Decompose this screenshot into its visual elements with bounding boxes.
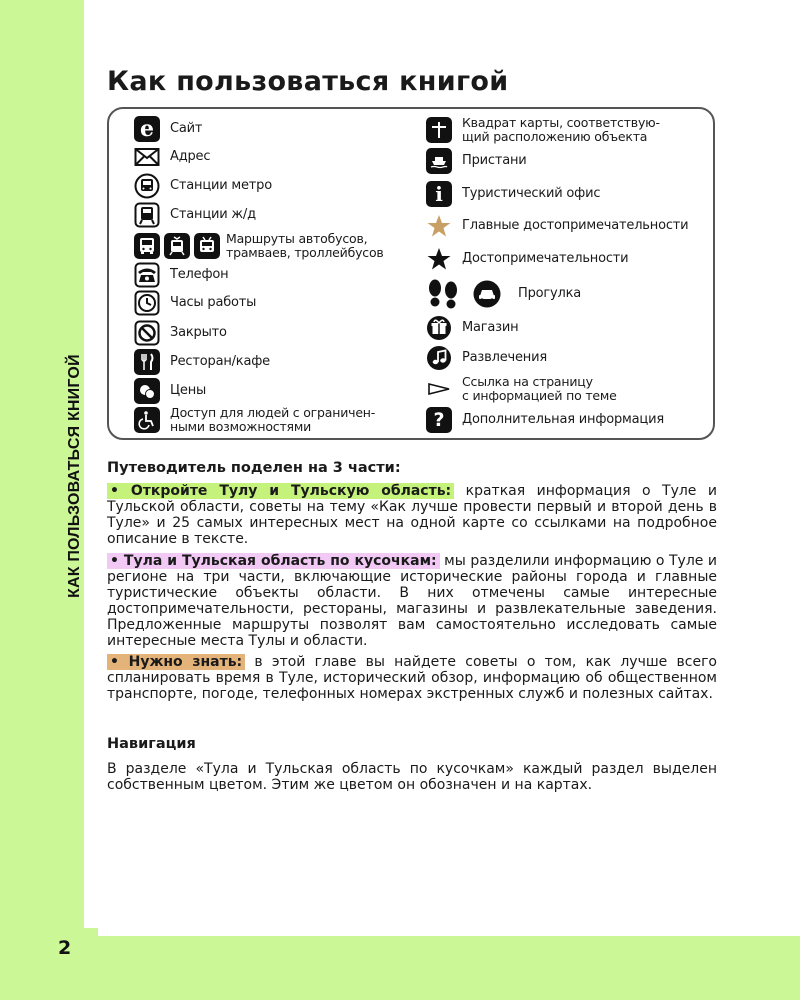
legend-label-transport-line1: Маршруты автобусов, bbox=[226, 231, 368, 246]
navigation-text: В разделе «Тула и Тульская область по кусочкам» каждый раздел выделен собственным цветом. Этим же цветом он обозначен и на картах. bbox=[107, 761, 717, 793]
navigation-heading: Навигация bbox=[107, 736, 196, 752]
guide-part-1 bbox=[107, 483, 717, 547]
legend-item-map-grid bbox=[426, 116, 660, 144]
page-number-box bbox=[0, 928, 98, 1000]
legend-label-main-sights: Главные достопримечательности bbox=[462, 218, 689, 233]
bottom-color-strip bbox=[84, 936, 800, 1000]
legend-item-phone bbox=[134, 262, 228, 288]
star-gold-icon bbox=[426, 213, 452, 239]
legend-item-train bbox=[134, 202, 256, 228]
guide-heading: Путеводитель поделен на 3 части: bbox=[107, 460, 401, 476]
legend-item-restaurant bbox=[134, 349, 270, 375]
legend-label-page-link bbox=[462, 375, 617, 403]
map-grid-icon bbox=[426, 117, 452, 143]
legend-label-closed: Закрыто bbox=[170, 325, 227, 340]
legend-label-sights: Достопримечательности bbox=[462, 251, 629, 266]
legend-item-tourist-office bbox=[426, 181, 600, 207]
legend-item-address bbox=[134, 144, 210, 170]
envelope-icon bbox=[134, 144, 160, 170]
legend-item-entertainment bbox=[426, 345, 547, 371]
side-title: КАК ПОЛЬЗОВАТЬСЯ КНИГОЙ bbox=[66, 354, 83, 598]
prices-icon bbox=[134, 378, 160, 404]
closed-icon bbox=[134, 320, 160, 346]
bus-icon bbox=[134, 233, 160, 259]
legend-item-accessibility bbox=[134, 406, 375, 434]
legend-label-map-grid-line2: щий расположению объекта bbox=[462, 129, 648, 144]
legend-label-accessibility-line2: ными возможностями bbox=[170, 419, 312, 434]
car-icon bbox=[472, 279, 502, 309]
legend-label-accessibility-line1: Доступ для людей с ограничен- bbox=[170, 405, 376, 420]
legend-item-pier bbox=[426, 148, 527, 174]
guide-part-3-highlight: • Нужно знать: bbox=[107, 654, 245, 670]
page-title: Как пользоваться книгой bbox=[107, 66, 509, 97]
star-icon bbox=[426, 246, 452, 272]
telephone-icon bbox=[134, 262, 160, 288]
legend-item-walk bbox=[424, 278, 581, 310]
shop-icon bbox=[426, 315, 452, 341]
legend-label-train: Станции ж/д bbox=[170, 207, 256, 222]
clock-icon bbox=[134, 290, 160, 316]
guide-part-1-highlight: • Откройте Тулу и Тульскую область: bbox=[107, 483, 454, 499]
pier-icon bbox=[426, 148, 452, 174]
question-icon: ? bbox=[426, 407, 452, 433]
legend-label-page-link-line2: с информацией по теме bbox=[462, 388, 617, 403]
legend-label-metro: Станции метро bbox=[170, 178, 272, 193]
legend-item-main-sights bbox=[426, 213, 688, 239]
legend-item-shop bbox=[426, 315, 518, 341]
info-icon: i bbox=[426, 181, 452, 207]
wheelchair-icon bbox=[134, 407, 160, 433]
footprints-icon bbox=[424, 278, 462, 310]
legend-label-hours: Часы работы bbox=[170, 295, 257, 310]
legend-label-restaurant: Ресторан/кафе bbox=[170, 354, 270, 369]
legend-item-hours bbox=[134, 290, 256, 316]
tram-icon bbox=[164, 233, 190, 259]
restaurant-icon bbox=[134, 349, 160, 375]
legend-label-shop: Магазин bbox=[462, 320, 519, 335]
metro-icon bbox=[134, 173, 160, 199]
legend-item-page-link bbox=[426, 375, 617, 403]
legend-label-site: Сайт bbox=[170, 121, 203, 136]
guide-part-2-text: мы разделили информацию о Туле и регионе на три части, включающие исторические районы города и главные туристические объекты области. В них отмечены самые интересные достопримечательности, рестораны, магазины и развлекательные заведения. Предложенные маршруты позволят вам самостоятельно исследовать самые интересные места Тулы и области. bbox=[107, 553, 718, 649]
legend-item-metro bbox=[134, 173, 272, 199]
legend-label-transport-line2: трамваев, троллейбусов bbox=[226, 245, 384, 260]
legend-item-sights bbox=[426, 246, 628, 272]
legend-item-transport bbox=[134, 232, 384, 260]
guide-part-2-highlight: • Тула и Тульская область по кусочкам: bbox=[107, 553, 440, 569]
legend-label-map-grid bbox=[462, 116, 660, 144]
legend-label-extra-info: Дополнительная информация bbox=[462, 412, 664, 427]
guide-part-2 bbox=[107, 553, 717, 649]
legend-item-prices bbox=[134, 378, 206, 404]
guide-part-1-text: краткая информация о Туле и Тульской области, советы на тему «Как лучше провести первый и второй день в Туле» и 25 самых интересных мест на одной карте со ссылками на подробное описание в тексте. bbox=[107, 483, 717, 547]
legend-label-entertainment: Развлечения bbox=[462, 350, 547, 365]
trolleybus-icon bbox=[194, 233, 220, 259]
legend-label-tourist-office: Туристический офис bbox=[462, 186, 601, 201]
legend-label-map-grid-line1: Квадрат карты, соответствую- bbox=[462, 115, 660, 130]
legend-label-pier: Пристани bbox=[462, 153, 527, 168]
legend-item-site bbox=[134, 116, 202, 142]
legend-label-walk: Прогулка bbox=[518, 286, 582, 301]
legend-item-closed bbox=[134, 320, 227, 346]
page-link-icon bbox=[426, 376, 452, 402]
legend-label-address: Адрес bbox=[170, 149, 211, 164]
legend-item-extra-info bbox=[426, 407, 664, 433]
legend-label-phone: Телефон bbox=[170, 267, 229, 282]
website-icon: e bbox=[134, 116, 160, 142]
legend-label-page-link-line1: Ссылка на страницу bbox=[462, 374, 593, 389]
guide-part-3-text: в этой главе вы найдете советы о том, как лучше всего спланировать время в Туле, исторический обзор, информацию об общественном транспорте, погоде, телефонных номерах экстренных служб и полезных сайтах. bbox=[107, 654, 717, 702]
music-icon bbox=[426, 345, 452, 371]
legend-label-accessibility bbox=[170, 406, 375, 434]
legend-label-transport bbox=[226, 232, 384, 260]
guide-part-3 bbox=[107, 654, 717, 702]
train-icon bbox=[134, 202, 160, 228]
legend-label-prices: Цены bbox=[170, 383, 207, 398]
page-number: 2 bbox=[58, 937, 72, 959]
